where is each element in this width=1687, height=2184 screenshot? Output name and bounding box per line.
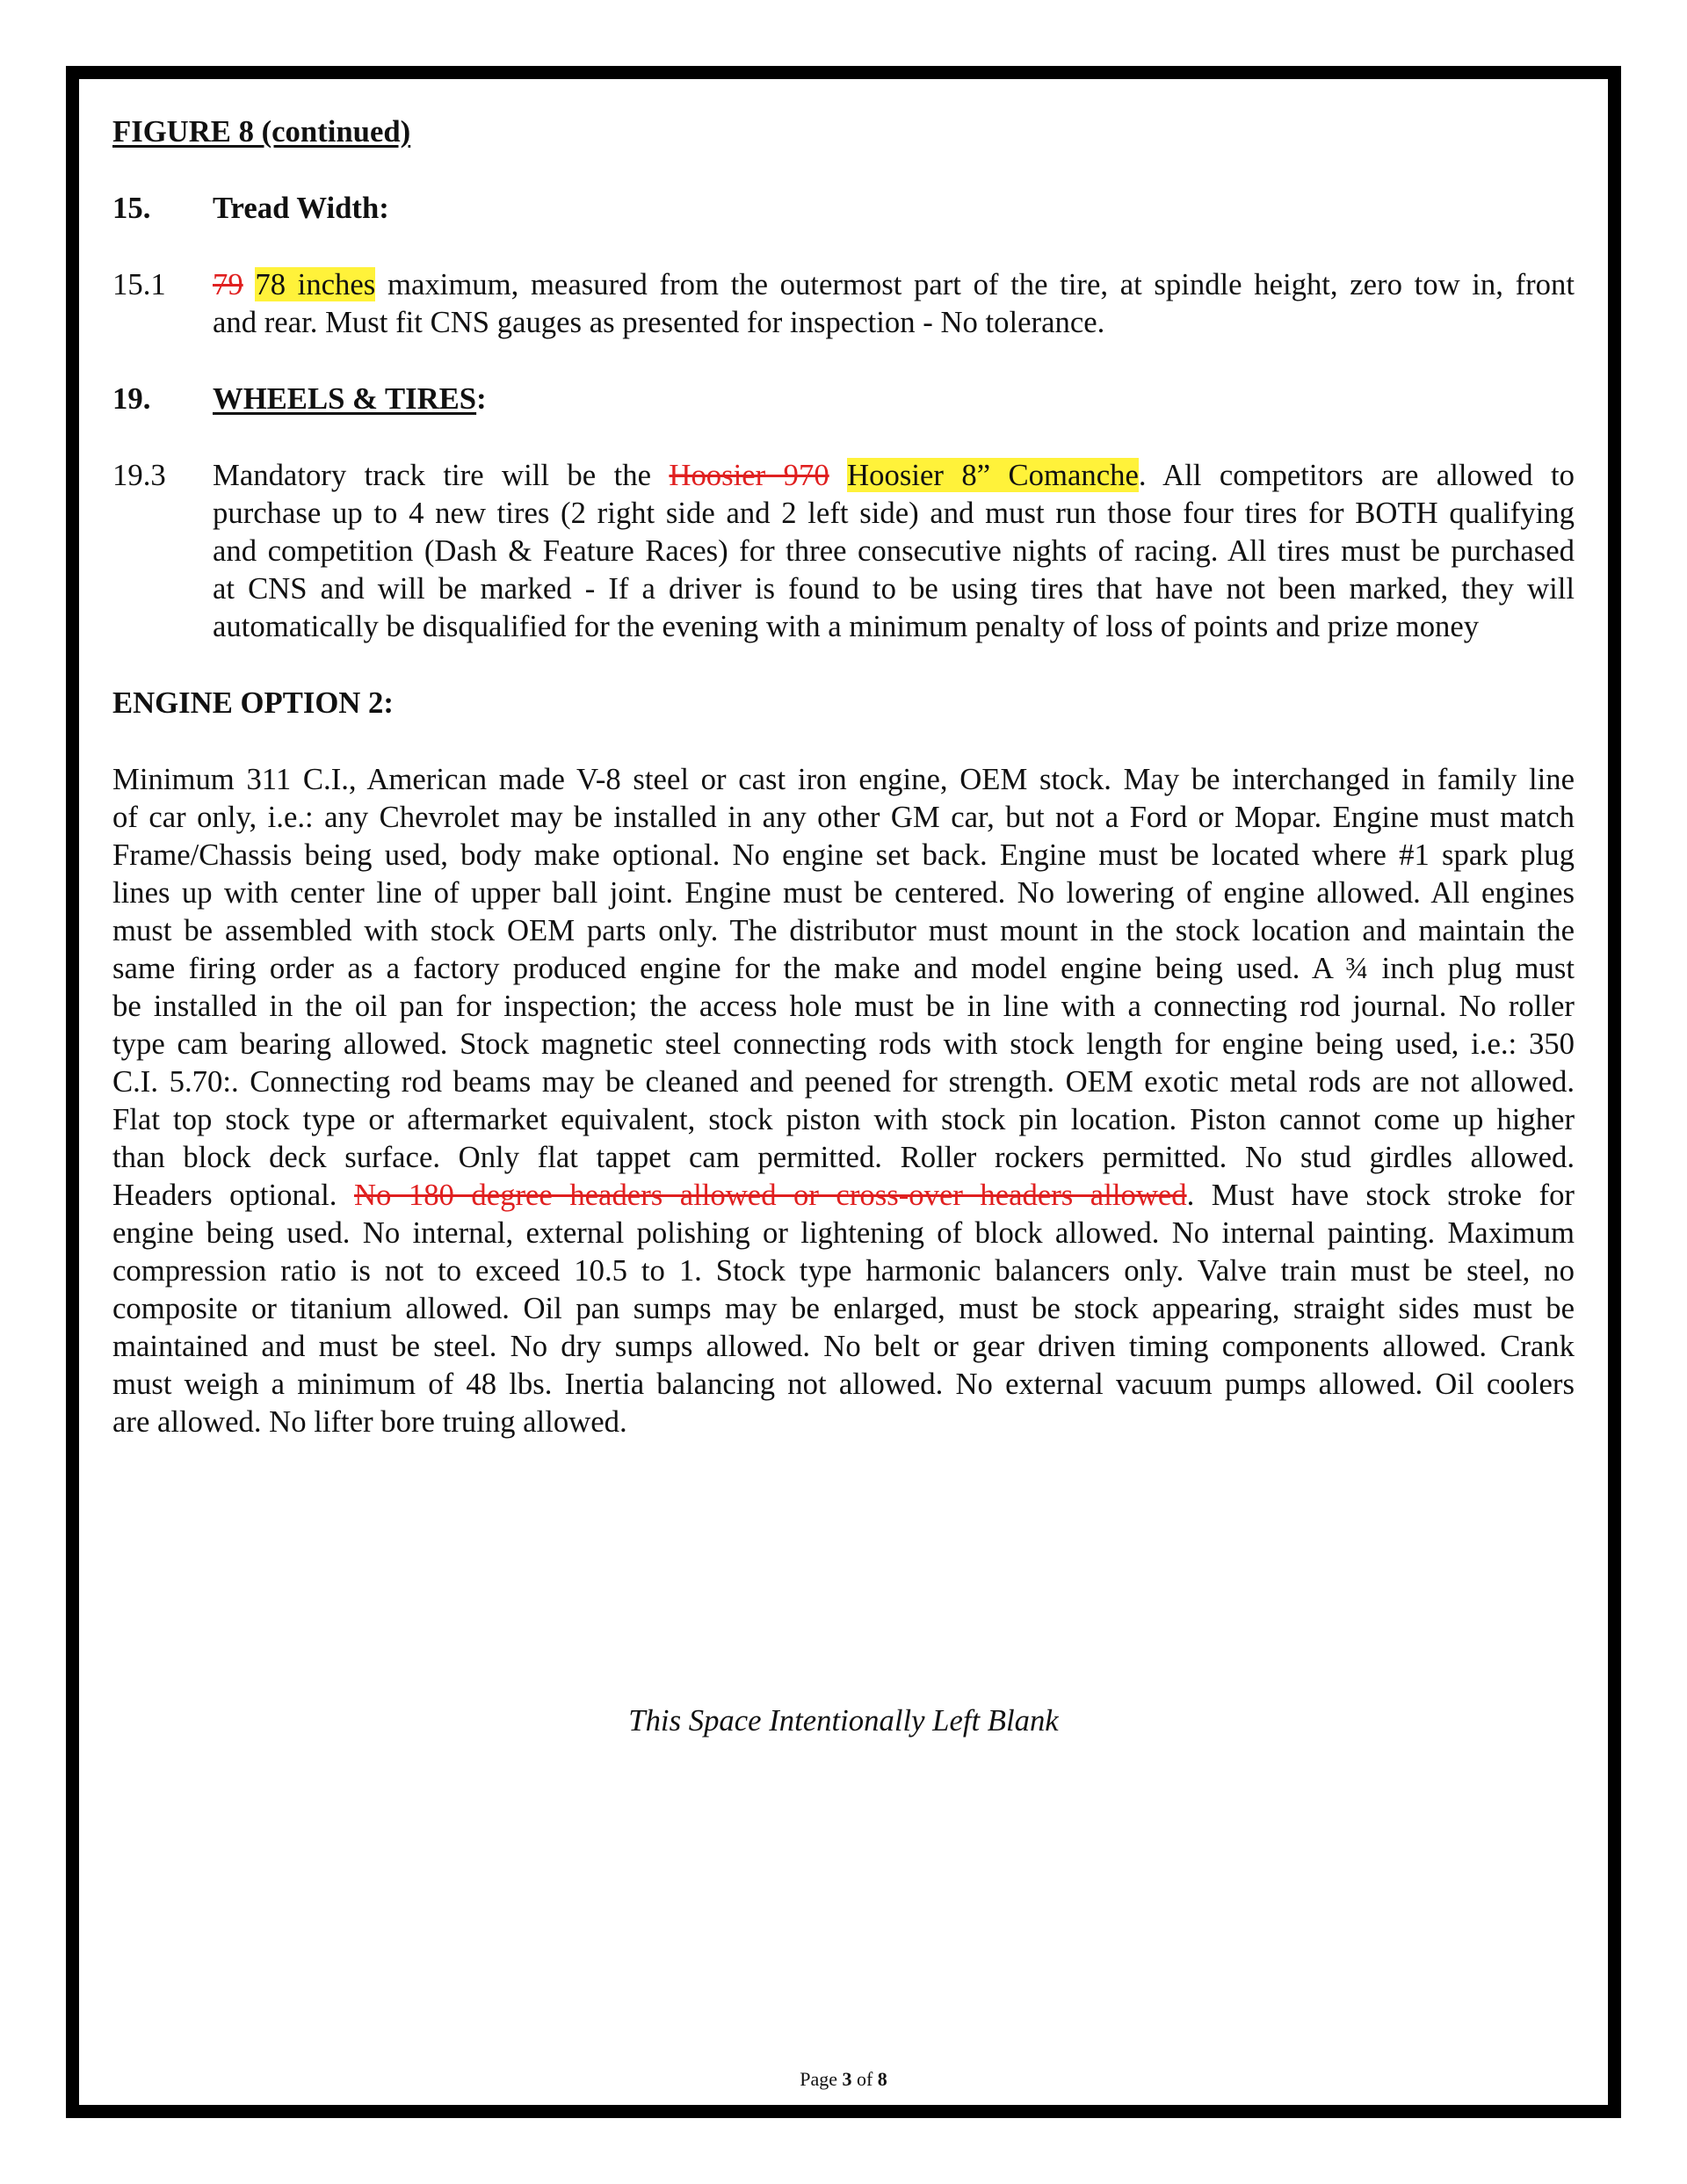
footer-page-word: Page [800, 2068, 837, 2090]
engine-paragraph-line: composite or titanium allowed. Oil pan sumps may be enlarged, must be stock appearing, straight sides must be [112, 1291, 1575, 1325]
engine-paragraph-line: C.I. 5.70:. Connecting rod beams may be cleaned and peened for strength. OEM exotic metal rods are not allowed. [112, 1064, 1575, 1099]
item-text: at CNS and will be marked - If a driver is found to be using tires that have not been marked, they will [213, 571, 1575, 606]
blank-space-notice: This Space Intentionally Left Blank [628, 1703, 1059, 1738]
engine-paragraph-line: Minimum 311 C.I., American made V-8 steel or cast iron engine, OEM stock. May be interchanged in family line [112, 762, 1575, 796]
struck-text: No 180 degree headers allowed or cross-over headers allowed [353, 1178, 1187, 1212]
engine-paragraph-line: compression ratio is not to exceed 10.5 to 1. Stock type harmonic balancers only. Valve train must be steel, no [112, 1253, 1575, 1288]
figure-heading: FIGURE 8 (continued) [112, 114, 411, 149]
engine-paragraph-line: of car only, i.e.: any Chevrolet may be installed in any other GM car, but not a Ford or Mopar. Engine must match [112, 800, 1575, 834]
struck-text: Hoosier 970 [669, 458, 829, 492]
item-number: 15.1 [112, 267, 166, 301]
footer-page-total: 8 [877, 2068, 887, 2090]
footer-page-number: 3 [842, 2068, 852, 2090]
section-number: 15. [112, 191, 151, 225]
engine-paragraph-line: must weigh a minimum of 48 lbs. Inertia balancing not allowed. No external vacuum pumps allowed. Oil coolers [112, 1367, 1575, 1401]
item-text: and competition (Dash & Feature Races) for three consecutive nights of racing. All tires must be purchased [213, 533, 1575, 568]
section-number: 19. [112, 381, 151, 416]
footer-of-word: of [856, 2068, 873, 2090]
engine-paragraph-line-headers [112, 1176, 1575, 1214]
engine-paragraph-line: type cam bearing allowed. Stock magnetic steel connecting rods with stock length for engine being used, i.e.: 350 [112, 1027, 1575, 1061]
engine-paragraph-line: same firing order as a factory produced engine for the make and model engine being used. A ¾ inch plug must [112, 951, 1575, 985]
document-body [112, 112, 1575, 2090]
item-number: 19.3 [112, 458, 166, 492]
engine-paragraph-line: be installed in the oil pan for inspection; the access hole must be in line with a connecting rod journal. No roller [112, 989, 1575, 1023]
headers-text-pre: Headers optional. [112, 1178, 354, 1212]
item-text [213, 456, 1575, 494]
engine-paragraph-line: Frame/Chassis being used, body make optional. No engine set back. Engine must be located where #1 spark plug [112, 838, 1575, 872]
engine-paragraph-line: lines up with center line of upper ball joint. Engine must be centered. No lowering of engine allowed. All engines [112, 875, 1575, 910]
engine-paragraph-line: Flat top stock type or aftermarket equivalent, stock piston with stock pin location. Piston cannot come up higher [112, 1102, 1575, 1136]
section-title-wrap [213, 380, 1575, 417]
item-text-rest: maximum, measured from the outermost part of the tire, at spindle height, zero tow in, front [375, 267, 1575, 301]
headers-text-post: . Must have stock stroke for [1186, 1178, 1575, 1212]
item-text: and rear. Must fit CNS gauges as presented for inspection - No tolerance. [213, 305, 1105, 339]
highlighted-text: 78 inches [255, 267, 376, 301]
engine-paragraph-line: are allowed. No lifter bore truing allowed. [112, 1404, 627, 1439]
item-text: purchase up to 4 new tires (2 right side and 2 left side) and must run those four tires for BOTH qualifying [213, 496, 1575, 530]
highlighted-text: Hoosier 8” Comanche [847, 458, 1139, 492]
page-border [66, 66, 1621, 2118]
section-title-colon: : [476, 381, 487, 416]
engine-paragraph-line: engine being used. No internal, external polishing or lightening of block allowed. No internal painting. Maximum [112, 1215, 1575, 1250]
item-text: automatically be disqualified for the evening with a minimum penalty of loss of points and prize money [213, 609, 1480, 643]
item-text [213, 265, 1575, 303]
item-text-pre: Mandatory track tire will be the [213, 458, 670, 492]
engine-option-heading: ENGINE OPTION 2: [112, 686, 394, 720]
engine-paragraph-line: maintained and must be steel. No dry sumps allowed. No belt or gear driven timing components allowed. Crank [112, 1329, 1575, 1363]
struck-text: 79 [213, 267, 243, 301]
section-title: Tread Width: [213, 191, 389, 225]
section-title: WHEELS & TIRES [213, 381, 477, 416]
item-text-post: . All competitors are allowed to [1138, 458, 1575, 492]
engine-paragraph-line: must be assembled with stock OEM parts only. The distributor must mount in the stock location and maintain the [112, 913, 1575, 947]
engine-paragraph-line: than block deck surface. Only flat tappet cam permitted. Roller rockers permitted. No stud girdles allowed. [112, 1140, 1575, 1174]
page-footer [112, 2068, 1575, 2091]
